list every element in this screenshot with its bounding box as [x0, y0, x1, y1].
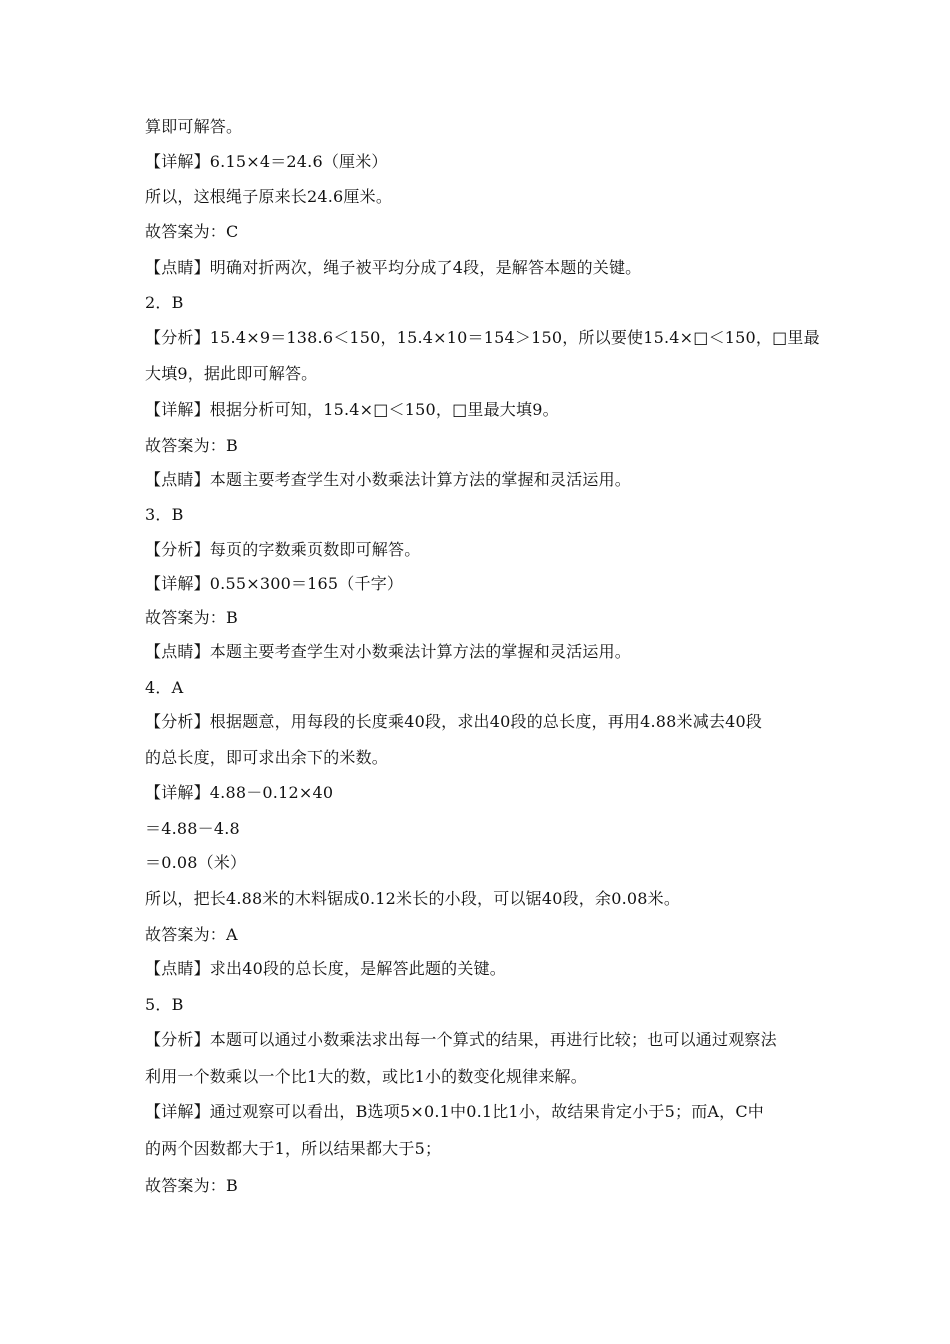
detail-line: 【详解】通过观察可以看出，B选项5×0.1中0.1比1小，故结果肯定小于5；而A，C中 — [145, 1102, 764, 1121]
comment-line: 【点睛】求出40段的总长度，是解答此题的关键。 — [145, 959, 506, 978]
text-line: 所以，这根绳子原来长24.6厘米。 — [145, 187, 393, 206]
question-number: 2．B — [145, 293, 184, 312]
question-number: 5．B — [145, 995, 184, 1014]
text-line: 算即可解答。 — [145, 117, 243, 136]
detail-line: 【详解】根据分析可知，15.4×□＜150，□里最大填9。 — [145, 400, 559, 419]
detail-line: 【详解】6.15×4＝24.6（厘米） — [145, 152, 388, 171]
answer-line: 故答案为：C — [145, 222, 239, 241]
comment-line: 【点睛】本题主要考查学生对小数乘法计算方法的掌握和灵活运用。 — [145, 470, 632, 489]
analysis-line: 【分析】15.4×9＝138.6＜150，15.4×10＝154＞150，所以要使15.4×□＜150，□里最 — [145, 328, 820, 347]
analysis-line: 的总长度，即可求出余下的米数。 — [145, 748, 389, 767]
analysis-line: 【分析】本题可以通过小数乘法求出每一个算式的结果，再进行比较；也可以通过观察法 — [145, 1030, 777, 1049]
answer-line: 故答案为：B — [145, 1176, 238, 1195]
answer-line: 故答案为：A — [145, 925, 238, 944]
detail-line: 【详解】4.88－0.12×40 — [145, 783, 334, 802]
analysis-line: 大填9，据此即可解答。 — [145, 364, 318, 383]
comment-line: 【点睛】明确对折两次，绳子被平均分成了4段，是解答本题的关键。 — [145, 258, 642, 277]
analysis-line: 【分析】根据题意，用每段的长度乘40段，求出40段的总长度，再用4.88米减去40段 — [145, 712, 763, 731]
answer-line: 故答案为：B — [145, 608, 238, 627]
detail-line: 【详解】0.55×300＝165（千字） — [145, 574, 404, 593]
analysis-line: 【分析】每页的字数乘页数即可解答。 — [145, 540, 421, 559]
comment-line: 【点睛】本题主要考查学生对小数乘法计算方法的掌握和灵活运用。 — [145, 642, 632, 661]
text-line: 所以，把长4.88米的木料锯成0.12米长的小段，可以锯40段，余0.08米。 — [145, 889, 681, 908]
detail-line: 的两个因数都大于1，所以结果都大于5； — [145, 1139, 442, 1158]
question-number: 4．A — [145, 678, 184, 697]
question-number: 3．B — [145, 505, 184, 524]
answer-line: 故答案为：B — [145, 436, 238, 455]
calc-line: ＝4.88－4.8 — [145, 819, 240, 838]
calc-line: ＝0.08（米） — [145, 853, 247, 872]
analysis-line: 利用一个数乘以一个比1大的数，或比1小的数变化规律来解。 — [145, 1067, 587, 1086]
